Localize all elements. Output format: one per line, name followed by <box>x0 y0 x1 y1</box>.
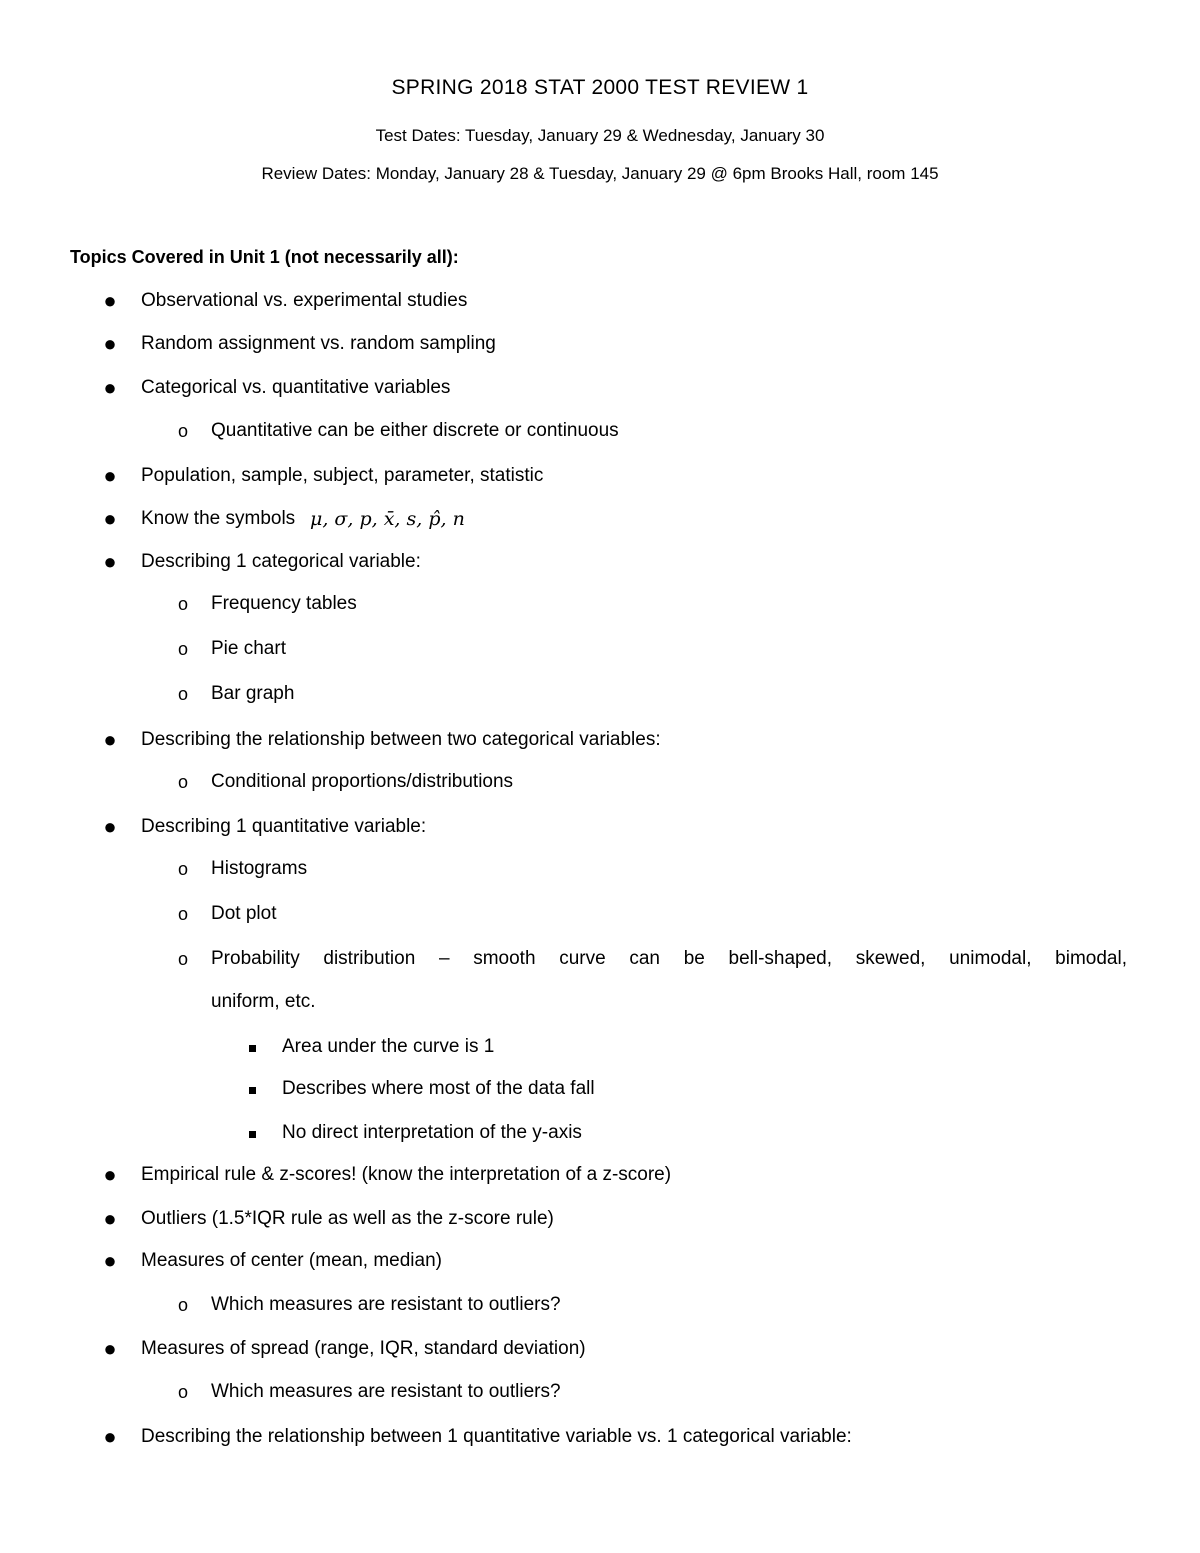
circle-bullet-icon: o <box>177 904 188 924</box>
list-item-text: Outliers (1.5*IQR rule as well as the z-score rule) <box>141 1208 554 1229</box>
list-item-continuation: uniform, etc. <box>211 991 316 1012</box>
list-item-text: Describing the relationship between 1 quantitative variable vs. 1 categorical variable: <box>141 1426 852 1447</box>
list-item-text: Frequency tables <box>211 593 357 614</box>
list-item-text: Area under the curve is 1 <box>282 1036 495 1057</box>
bullet-icon: ● <box>103 331 117 356</box>
bullet-icon: ● <box>103 549 117 574</box>
list-item-text: Measures of spread (range, IQR, standard deviation) <box>141 1338 586 1359</box>
list-item-text: Describes where most of the data fall <box>282 1078 595 1099</box>
bullet-icon: ● <box>103 506 117 531</box>
list-item-text: Dot plot <box>211 903 277 924</box>
list-item-text: Categorical vs. quantitative variables <box>141 377 451 398</box>
list-item-text: Know the symbols <box>141 508 296 529</box>
bullet-icon: ● <box>103 727 117 752</box>
list-item-text: Describing 1 categorical variable: <box>141 551 421 572</box>
bullet-icon: ● <box>103 288 117 313</box>
list-item-text: Histograms <box>211 858 308 879</box>
bullet-icon: ● <box>103 1206 117 1231</box>
list-item-text: Population, sample, subject, parameter, statistic <box>141 465 544 486</box>
circle-bullet-icon: o <box>177 859 188 879</box>
list-item-text: Describing 1 quantitative variable: <box>141 816 427 837</box>
circle-bullet-icon: o <box>177 772 188 792</box>
circle-bullet-icon: o <box>177 949 188 969</box>
square-bullet-icon <box>246 1077 258 1101</box>
circle-bullet-icon: o <box>177 684 188 704</box>
review-dates: Review Dates: Monday, January 28 & Tuesday, January 29 @ 6pm Brooks Hall, room 145 <box>261 164 939 183</box>
list-item-text: Which measures are resistant to outliers? <box>211 1381 561 1402</box>
square-bullet-icon <box>246 1035 258 1059</box>
topics-heading: Topics Covered in Unit 1 (not necessarily all): <box>70 247 459 267</box>
list-item-text: Conditional proportions/distributions <box>211 771 514 792</box>
bullet-icon: ● <box>103 1248 117 1273</box>
square-bullet-icon <box>246 1121 258 1145</box>
page-title: SPRING 2018 STAT 2000 TEST REVIEW 1 <box>391 76 809 99</box>
bullet-icon: ● <box>103 1424 117 1449</box>
list-item-text: Which measures are resistant to outliers? <box>211 1294 561 1315</box>
list-item-text: Probability distribution – smooth curve can be bell-shaped, skewed, unimodal, bimodal, <box>211 948 1127 969</box>
bullet-icon: ● <box>103 1162 117 1187</box>
list-item-text: Quantitative can be either discrete or continuous <box>211 420 619 441</box>
circle-bullet-icon: o <box>177 639 188 659</box>
test-dates: Test Dates: Tuesday, January 29 & Wednesday, January 30 <box>375 126 825 145</box>
list-item-text: No direct interpretation of the y-axis <box>282 1122 582 1143</box>
list-item-text: Empirical rule & z-scores! (know the interpretation of a z-score) <box>141 1164 672 1185</box>
list-item-text: Observational vs. experimental studies <box>141 290 468 311</box>
circle-bullet-icon: o <box>177 594 188 614</box>
list-item-text: Random assignment vs. random sampling <box>141 333 496 354</box>
list-item-text: Measures of center (mean, median) <box>141 1250 442 1271</box>
bullet-icon: ● <box>103 463 117 488</box>
bullet-icon: ● <box>103 814 117 839</box>
circle-bullet-icon: o <box>177 1295 188 1315</box>
list-item-text: Pie chart <box>211 638 286 659</box>
circle-bullet-icon: o <box>177 421 188 441</box>
statistics-symbols: μ, σ, p, x̄, s, p̂, n <box>310 508 465 530</box>
bullet-icon: ● <box>103 375 117 400</box>
list-item-text: Describing the relationship between two categorical variables: <box>141 729 661 750</box>
circle-bullet-icon: o <box>177 1382 188 1402</box>
bullet-icon: ● <box>103 1336 117 1361</box>
list-item-text: Bar graph <box>211 683 295 704</box>
